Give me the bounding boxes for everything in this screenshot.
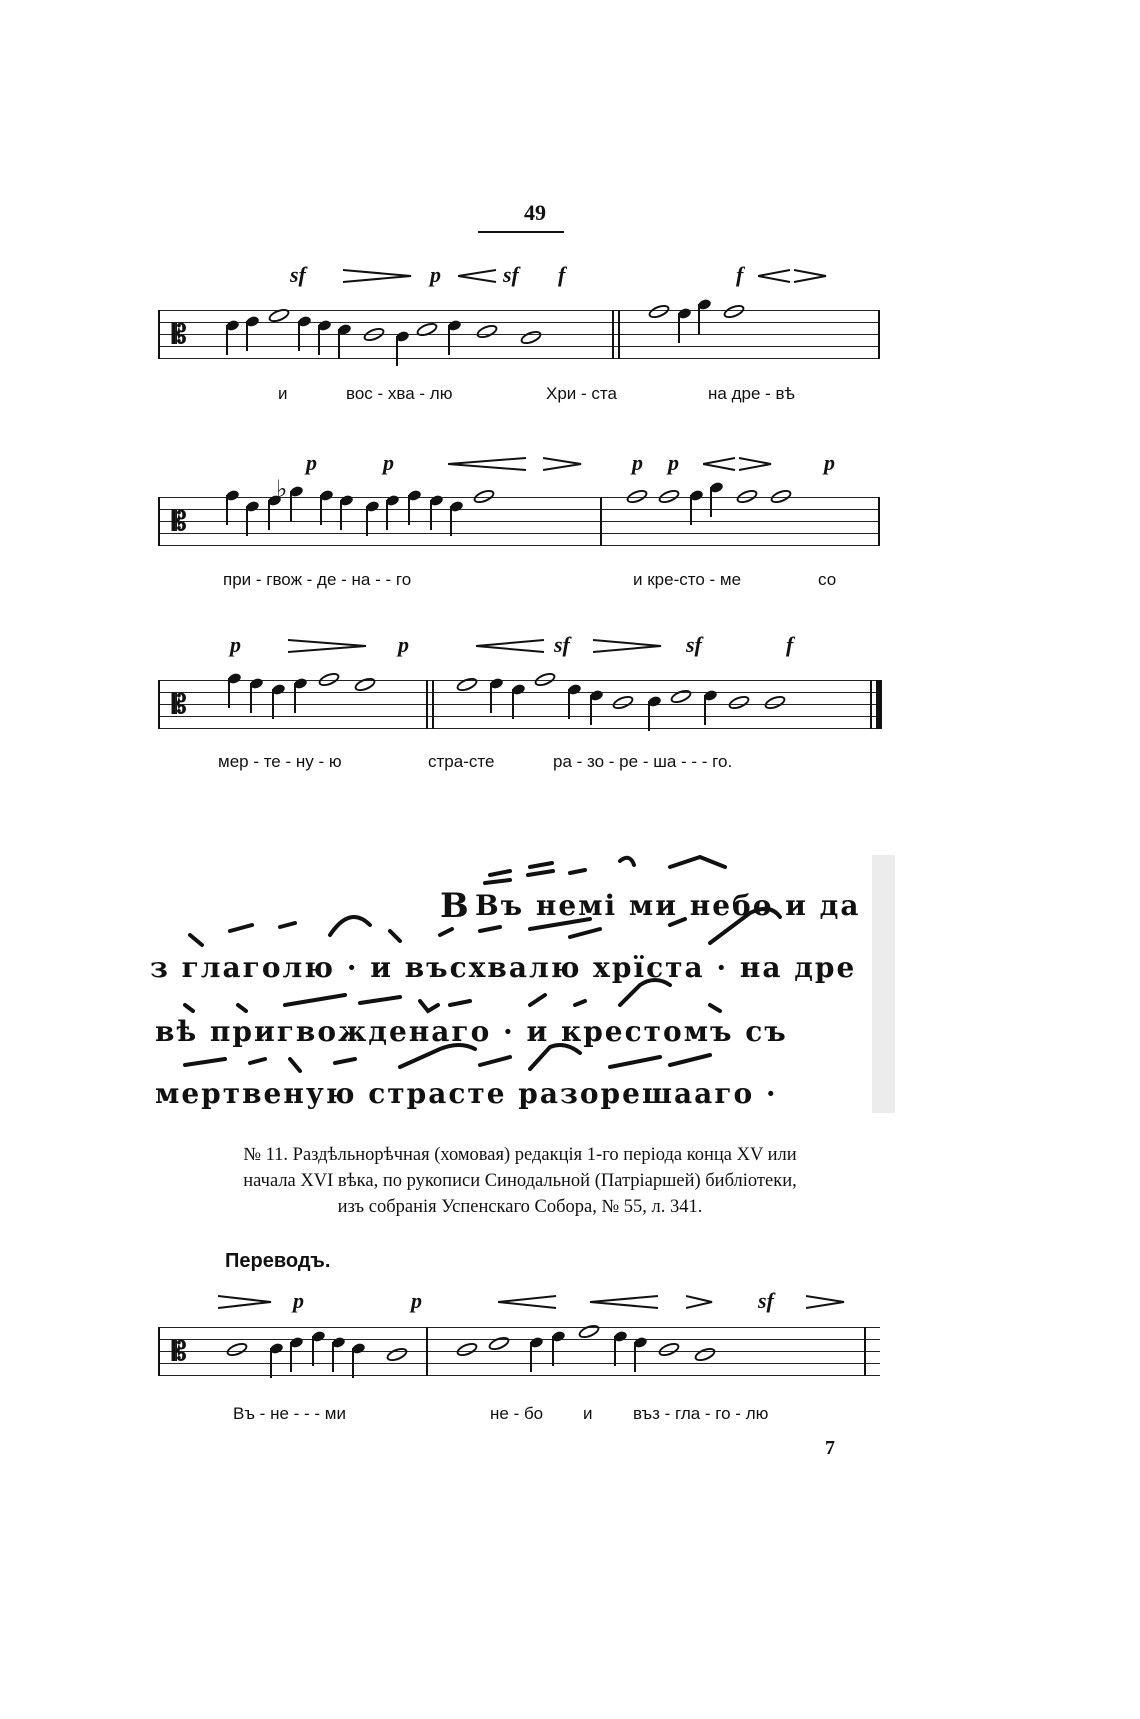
lyric: мер - те - ну - ю: [218, 752, 342, 771]
lyric: вос - хва - лю: [346, 384, 453, 403]
system-1-dynamics: [158, 262, 880, 298]
dynamic-mark: p: [293, 1288, 304, 1313]
decrescendo-hairpin: [593, 638, 663, 654]
manuscript-line-1: Въ немі ми небо и да: [475, 889, 861, 922]
lyric: при - гвож - де - на - - го: [223, 570, 412, 589]
svg-text:В: В: [440, 886, 469, 926]
dynamic-mark: f: [558, 262, 566, 287]
alto-clef: 𝄡: [172, 507, 187, 537]
dynamic-mark: f: [786, 632, 794, 657]
page-number: 49: [524, 200, 546, 225]
caption-line: изъ собранія Успенскаго Собора, № 55, л. 341.: [337, 1197, 703, 1217]
lyric: и: [278, 384, 288, 403]
dynamic-mark: p: [411, 1288, 422, 1313]
decrescendo-hairpin: [543, 456, 583, 472]
dynamic-mark: p: [306, 450, 317, 475]
lyric: не - бо: [490, 1404, 544, 1423]
caption-line: начала XVI вѣка, по рукописи Синодальной (Патріаршей) библіотеки,: [243, 1171, 797, 1191]
dynamic-mark: p: [824, 450, 835, 475]
staff-system-4: [158, 1327, 880, 1387]
lyric: на дре - вѣ: [708, 384, 795, 403]
decrescendo-hairpin: [806, 1294, 846, 1310]
decrescendo-hairpin: [686, 1294, 714, 1310]
lyric: со: [818, 570, 837, 589]
staff-system-1: [158, 310, 880, 370]
dynamic-mark: p: [383, 450, 394, 475]
dynamic-mark: sf: [686, 632, 702, 657]
crescendo-hairpin: [458, 268, 498, 284]
manuscript-line-3: вѣ пригвожденаго · и крестомъ съ: [155, 1015, 788, 1048]
staff-system-2: [158, 477, 880, 557]
alto-clef: 𝄡: [172, 1337, 187, 1367]
lyric: и кре-сто - ме: [633, 570, 742, 589]
manuscript-line-4: мертвеную страсте разорешааго ·: [155, 1077, 778, 1110]
lyric: стра-сте: [428, 752, 495, 771]
dynamic-mark: p: [398, 632, 409, 657]
dynamic-mark: sf: [554, 632, 570, 657]
crescendo-hairpin: [590, 1294, 660, 1310]
dynamic-mark: sf: [503, 262, 519, 287]
dynamic-mark: p: [632, 450, 643, 475]
lyric: ра - зо - ре - ша - - - го.: [553, 752, 733, 771]
crescendo-hairpin: [448, 456, 528, 472]
decrescendo-hairpin: [343, 268, 413, 284]
system-4-dynamics: [158, 1288, 880, 1324]
lyric: и: [583, 1404, 593, 1423]
lyric: въз - гла - го - лю: [633, 1404, 769, 1423]
dynamic-mark: sf: [290, 262, 306, 287]
system-3-dynamics: [158, 632, 880, 668]
manuscript-facsimile: [150, 855, 895, 1113]
dynamic-mark: f: [736, 262, 744, 287]
cresc-decresc-hairpin: [758, 268, 828, 284]
decrescendo-hairpin: [288, 638, 368, 654]
alto-clef: 𝄡: [172, 690, 187, 720]
dynamic-mark: p: [230, 632, 241, 657]
dynamic-mark: p: [430, 262, 441, 287]
section-title: Переводъ.: [225, 1250, 331, 1272]
figure-caption: [160, 1142, 880, 1220]
flat-accidental: ♭: [276, 477, 288, 503]
lyric: Хри - ста: [546, 384, 617, 403]
dynamic-mark: p: [668, 450, 679, 475]
manuscript-line-2: з глаголю · и въсхвалю хрїста · на дре: [150, 951, 857, 984]
crescendo-hairpin: [498, 1294, 558, 1310]
system-2-dynamics: [158, 450, 880, 486]
lyric: Въ - не - - - ми: [233, 1404, 346, 1423]
dynamic-mark: sf: [758, 1288, 774, 1313]
page-number-rule: [478, 231, 564, 233]
caption-line: № 11. Раздѣльнорѣчная (хомовая) редакція 1-го періода конца XV или: [243, 1145, 797, 1165]
signature-mark: 7: [825, 1437, 835, 1459]
cresc-decresc-hairpin: [703, 456, 773, 472]
alto-clef: 𝄡: [172, 320, 187, 350]
staff-system-3: [158, 680, 880, 740]
decrescendo-hairpin: [218, 1294, 273, 1310]
crescendo-hairpin: [476, 638, 546, 654]
